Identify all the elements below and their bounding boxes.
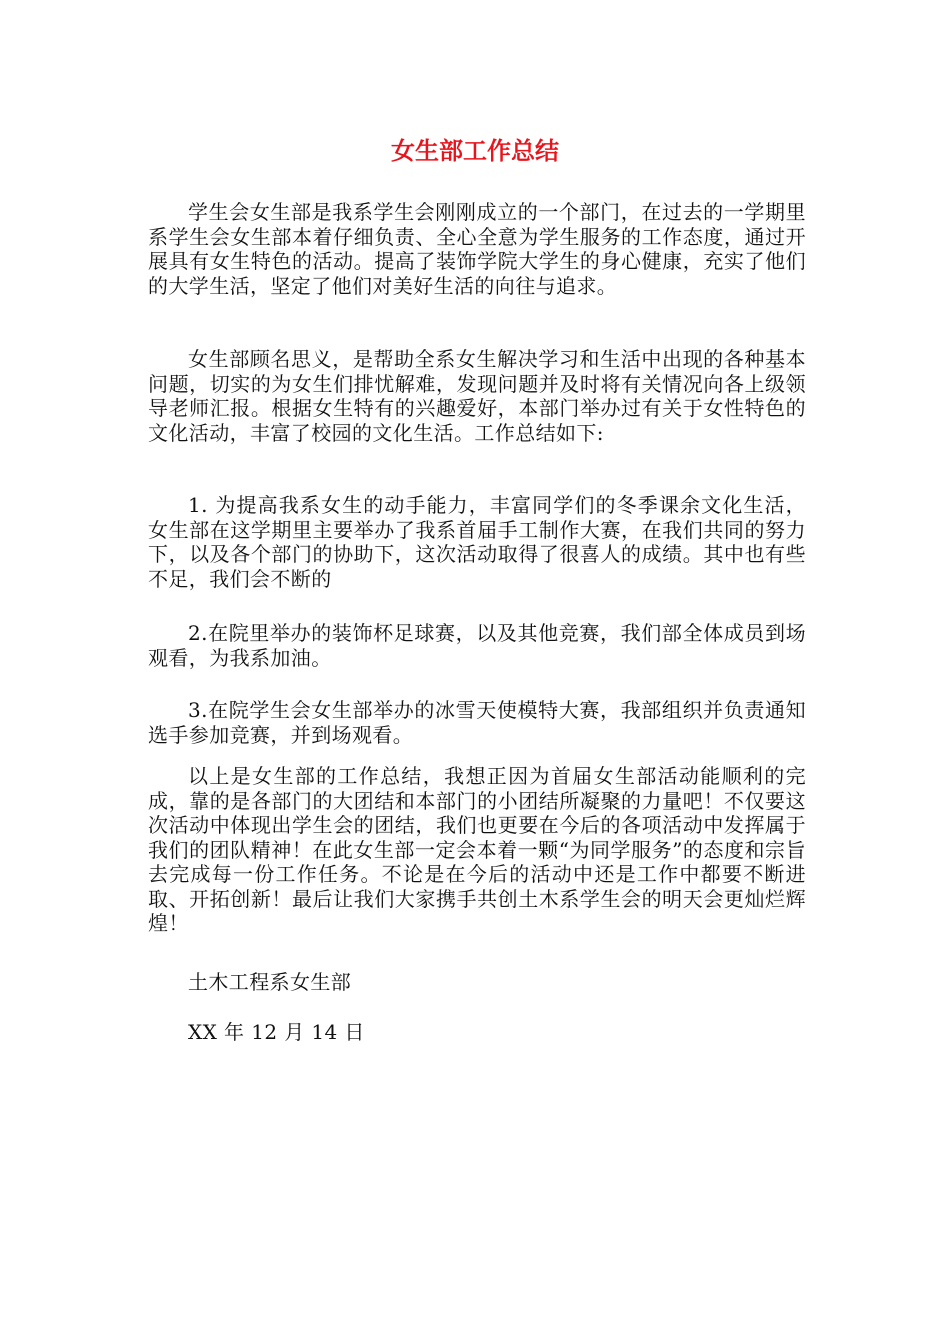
paragraph-item-1: 1. 为提高我系女生的动手能力，丰富同学们的冬季课余文化生活，女生部在这学期里主要举办了我系首届手工制作大赛，在我们共同的努力下，以及各个部门的协助下，这次活动取得了很喜人的成绩。其中也有些不足，我们会不断的 (148, 493, 806, 591)
paragraph-item-3: 3.在院学生会女生部举办的冰雪天使模特大赛，我部组织并负责通知选手参加竞赛，并到场观看。 (148, 698, 806, 747)
paragraph-item-2: 2.在院里举办的装饰杯足球赛，以及其他竞赛，我们部全体成员到场观看，为我系加油。 (148, 621, 806, 670)
signature-organization: 土木工程系女生部 (188, 970, 352, 994)
page-title: 女生部工作总结 (391, 137, 559, 165)
paragraph-conclusion: 以上是女生部的工作总结，我想正因为首届女生部活动能顺利的完成，靠的是各部门的大团结和本部门的小团结所凝聚的力量吧！不仅要这次活动中体现出学生会的团结，我们也更要在今后的各项活动中发挥属于我们的团队精神！在此女生部一定会本着一颗“为同学服务”的态度和宗旨去完成每一份工作任务。不论是在今后的活动中还是工作中都要不断进取、开拓创新！最后让我们大家携手共创土木系学生会的明天会更灿烂辉煌！ (148, 764, 806, 935)
paragraph-intro: 学生会女生部是我系学生会刚刚成立的一个部门，在过去的一学期里系学生会女生部本着仔细负责、全心全意为学生服务的工作态度，通过开展具有女生特色的活动。提高了装饰学院大学生的身心健康，充实了他们的大学生活，坚定了他们对美好生活的向往与追求。 (148, 200, 806, 298)
paragraph-purpose: 女生部顾名思义，是帮助全系女生解决学习和生活中出现的各种基本问题，切实的为女生们排忧解难，发现问题并及时将有关情况向各上级领导老师汇报。根据女生特有的兴趣爱好，本部门举办过有关于女性特色的文化活动，丰富了校园的文化生活。工作总结如下: (148, 347, 806, 445)
signature-date: XX 年 12 月 14 日 (188, 1020, 365, 1044)
